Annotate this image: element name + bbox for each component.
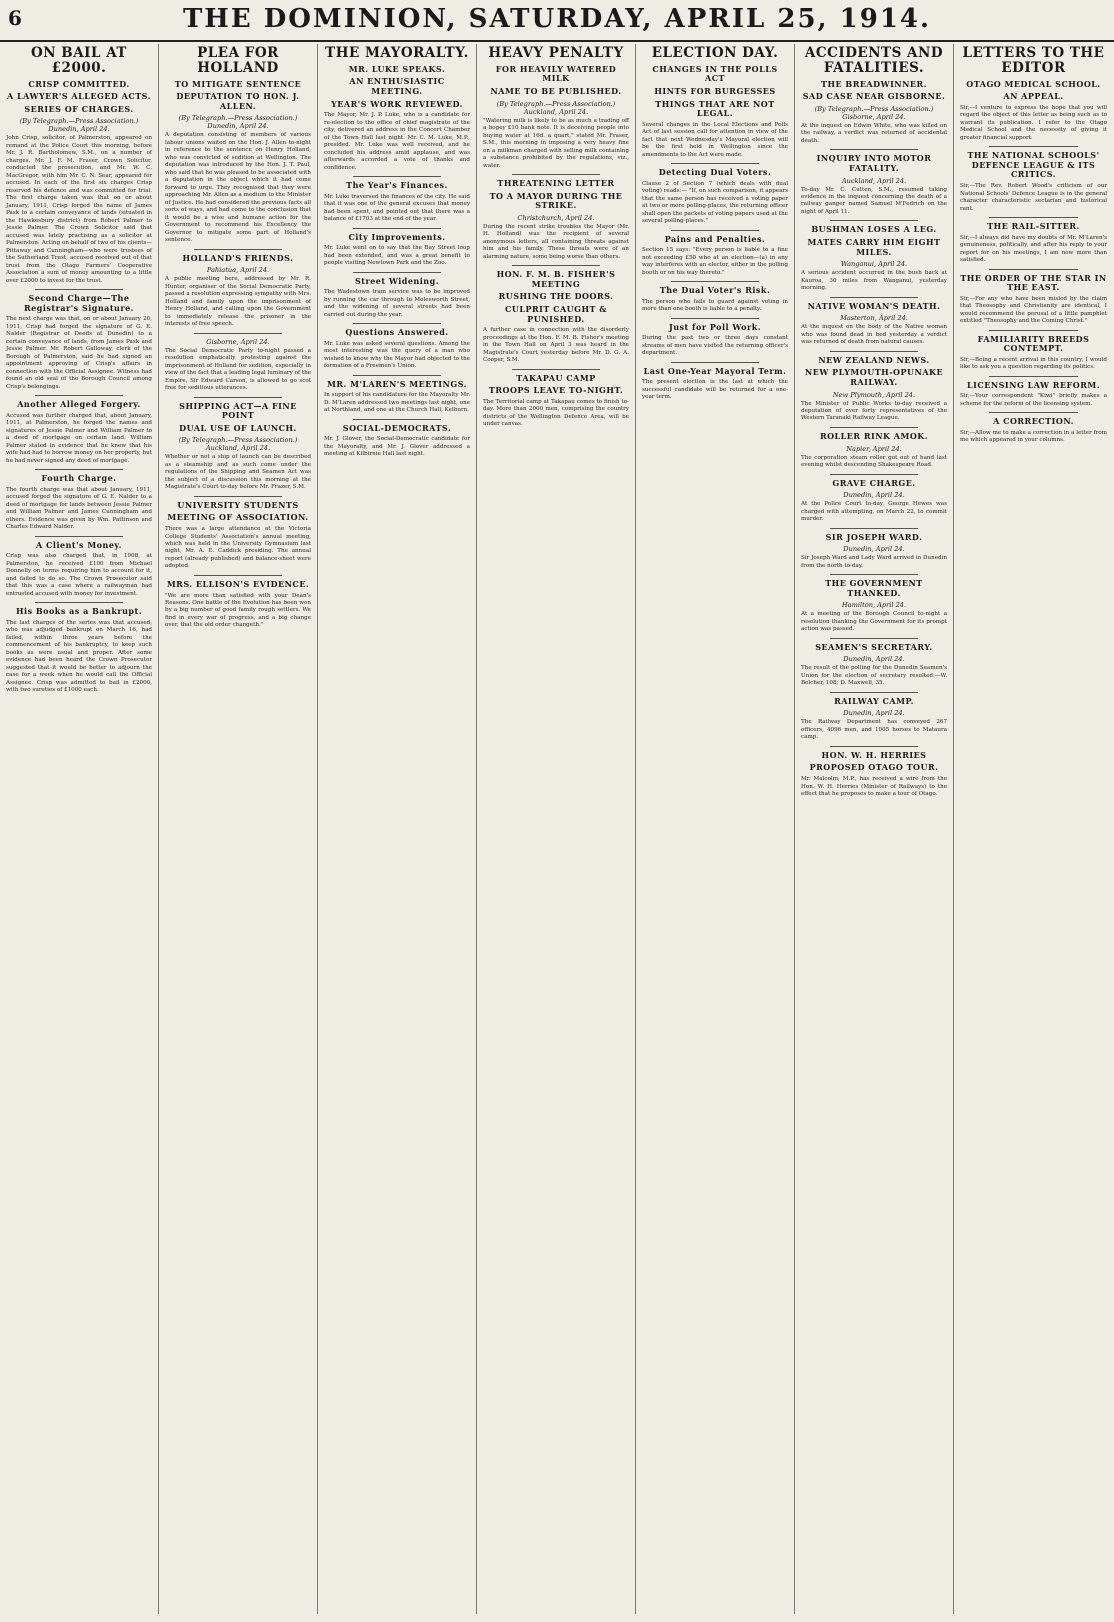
article-body: Sir,—For any who have been misled by the claim that Theosophy and Christianity are identical, I would recommend the perusal of a little pamphlet entitled "Theosophy and the Coming Christ." xyxy=(960,295,1107,325)
article-dateline: Masterton, April 24. xyxy=(840,314,908,323)
article-body: Sir,—I venture to express the hope that you will regard the object of this letter as being such as to warrant its publication. I refer to the Otago Medical School and the necessity of giving it greater financial support. xyxy=(960,104,1107,141)
article-subhead: NATIVE WOMAN'S DEATH. xyxy=(807,300,941,311)
article-dateline: Auckland, April 24. xyxy=(841,176,907,185)
column-headline: THE MAYORALTY. xyxy=(325,45,469,61)
article-subhead: Fourth Charge. xyxy=(41,473,117,484)
section-divider xyxy=(194,575,282,576)
article-body: The Territorial camp at Takapau comes to finish to-day. More than 2000 men, comprising the country districts of the Wellington Defence Area, will be under canvas. xyxy=(483,398,629,428)
article-dateline: Hamilton, April 24. xyxy=(841,601,907,610)
article-deck: SERIES OF CHARGES. xyxy=(24,103,134,114)
column-headline: ELECTION DAY. xyxy=(651,45,779,61)
column-2 xyxy=(159,44,318,1614)
column-headline: LETTERS TO THE EDITOR xyxy=(962,45,1105,76)
article-dateline: Christchurch, April 24. xyxy=(517,213,595,222)
article-body: The Wadestown tram service was to be improved by running the car through to Molesworth Street, and the widening of several streets had been carried out during the year. xyxy=(324,289,470,318)
article-body: The result of the polling for the Dunedin Seamen's Union for the election of secretary resulted:—W. Belcher, 108; D. Maxwell, 35. xyxy=(801,665,947,687)
section-divider xyxy=(671,281,759,282)
article-deck: AN ENTHUSIASTIC MEETING. xyxy=(349,76,445,97)
article-subhead: Last One-Year Mayoral Term. xyxy=(643,365,787,376)
article-body: "Watering milk is likely to be as much a trading off a bogey £10 bank note. It is deceiving people into buying water at 16d. a quart," stated Mr. Fraser, S.M., this morning in imposing a very heavy fine on a milkman charged with selling milk containing a substance prohibited by the regulations, viz., water. xyxy=(483,117,629,169)
column-6 xyxy=(795,44,954,1614)
article-body: In support of his candidature for the Mayoralty Mr. D. M'Laren addressed two meetings last night, one at Northland, and one at the Church Hall, Kelburn. xyxy=(324,392,470,414)
article-subhead: Questions Answered. xyxy=(345,327,449,338)
article-body: The last charges of the series was that accused, who was adjudged bankrupt on March 16, had failed, within three years before the commencement of his bankruptcy, to keep such books as were usual and proper. After some evidence had been heard the Crown Prosecutor suggested that it would be better to adjourn the case for a week when he would call the Official Assignee. Crisp was admitted to bail in £2000, with two sureties of £1000 each. xyxy=(6,619,152,694)
article-body: At the inquest on Edwin White, who was killed on the railway, a verdict was returned of accidental death. xyxy=(801,122,947,144)
article-body: Clause 2 of Section 7 (which deals with dual voting) reads:— "If, on such comparison, it appears that the same person has received a voting paper at two or more polling-places, the returning officer shall open the packets of voting papers used at the several polling-places." xyxy=(642,180,788,225)
section-divider xyxy=(830,746,918,747)
article-subhead: Pains and Penalties. xyxy=(664,233,766,244)
article-body: Mr. Luke went on to say that the Bay Street loop had been extended, and was a great benefit to people visiting Newtown Park and the Zoo. xyxy=(324,245,470,267)
article-deck: HINTS FOR BURGESSES xyxy=(654,86,776,97)
article-deck: THINGS THAT ARE NOT LEGAL. xyxy=(655,98,775,119)
article-body: A public meeting here, addressed by Mr. R. Hunter, organiser of the Social Democratic Party, passed a resolution expressing sympathy with Mrs. Holland and family upon the imprisonment of Henry Holland, and calling upon the Government to immediately release the prisoner in the interests of free speech. xyxy=(165,276,311,328)
article-body: Mr. Luke was asked several questions. Among the most interesting was the query of a man who wished to know why the Mayor had objected to the formation of a Freemen's Union. xyxy=(324,340,470,370)
article-body: During the recent strike troubles the Mayor (Mr. H. Holland) was the recipient of several anonymous letters, all containing threats against him and his family. These threats were of an alarming nature, some being worse than others. xyxy=(483,223,629,260)
article-body: During the past two or three days constant streams of men have visited the returning officer's department. xyxy=(642,335,788,357)
column-headline: PLEA FOR HOLLAND xyxy=(197,45,279,76)
article-subhead: SIR JOSEPH WARD. xyxy=(825,531,923,542)
article-subhead: MR. LUKE SPEAKS. xyxy=(348,63,446,74)
section-divider xyxy=(35,536,123,537)
article-body: Accused was further charged that, about January, 1911, at Palmerston, he forged the names and signatures of Jessie Palmer and William Palmer to a deed of mortgage on certain land. William Palmer stated in evidence that he knew that his wife had had to borrow money on her property, but he had never signed any deed of mortgage. xyxy=(6,412,152,464)
article-subhead: His Books as a Bankrupt. xyxy=(15,606,142,617)
article-subhead: SHIPPING ACT—A FINE POINT xyxy=(179,400,297,421)
article-body: At a meeting of the Borough Council to-night a resolution thanking the Government for its prompt action was passed. xyxy=(801,611,947,633)
column-7 xyxy=(954,44,1113,1614)
article-deck: YEAR'S WORK REVIEWED. xyxy=(331,98,463,109)
article-body: There was a large attendance at the Victoria College Students' Association's annual meeting, which was held in the University Gymnasium last night, Mr. A. E. Caddick presiding. The annual report (already published) and balance-sheet were adopted. xyxy=(165,526,311,570)
article-body: Sir Joseph Ward and Lady Ward arrived in Dunedin from the north to-day. xyxy=(801,555,947,569)
article-subhead: FAMILIARITY BREEDS CONTEMPT. xyxy=(977,333,1090,354)
article-subhead: THREATENING LETTER xyxy=(497,178,615,189)
section-divider xyxy=(35,469,123,470)
article-body: A deputation consisting of members of various labour unions waited on the Hon. J. Allen to-night in reference to the sentence on Henry Holland, who was convicted of sedition at Wellington. The deputation was introduced by the Hon. J. T. Paul, who said that he was pleased to be associated with a deputation in the object which it had come forward to urge. They recognised that they were approaching Mr. Allen as a medium to the Minister of Justice. He had considered the previous facts all sorts of ways, and had come to the conclusion that it would be a wise and humane action for the Government to recommend his Excellency the Governor to mitigate some part of Holland's sentence. xyxy=(165,132,311,244)
article-dateline: Dunedin, April 24. xyxy=(843,655,905,664)
column-headline: ON BAIL AT £2000. xyxy=(31,45,127,76)
section-divider xyxy=(512,265,600,266)
article-body: Mr. Malcolm, M.P., has received a wire from the Hon. W. H. Herries (Minister of Railways) to the effect that he proposes to make a tour of Otago. xyxy=(801,776,947,798)
article-body: Mr. J. Glover, the Social-Democratic candidate for the Mayoralty, and Mr. J. Glover addressed a meeting at Kilbirnie Hall last night. xyxy=(324,436,470,458)
article-body: The next charge was that, on or about January 20, 1911, Crisp had forged the signature of G. E. Nalder (Registrar of Deeds at Dunedin) to a certain conveyance of lands, from James Pask and Jessie Palmer. Mr. Robert Galloway, clerk of the Borough of Palmerston, said he had signed an appointment approving of Crisp's affairs in connection with the Official Assignee. Witness had found an old seal of the Borough Council among Crisp's belongings. xyxy=(6,316,152,390)
article-deck: MATES CARRY HIM EIGHT MILES. xyxy=(807,237,941,257)
article-subhead: THE RAIL-SITTER. xyxy=(987,221,1080,232)
section-divider xyxy=(830,427,918,428)
article-subhead: LICENSING LAW REFORM. xyxy=(967,379,1100,390)
article-dateline: Dunedin, April 24. xyxy=(843,545,905,554)
section-divider xyxy=(830,149,918,150)
column-3 xyxy=(318,44,477,1614)
section-divider xyxy=(512,174,600,175)
article-subhead: MR. M'LAREN'S MEETINGS. xyxy=(327,378,467,389)
article-body: At the Police Court to-day, George Hewes was charged with attempting, on March 22, to commit murder. xyxy=(801,501,947,523)
section-divider xyxy=(671,230,759,231)
section-divider xyxy=(35,395,123,396)
article-subhead: SEAMEN'S SECRETARY. xyxy=(815,641,933,652)
article-body: A serious accident occurred in the bush back at Kauroa, 30 miles from Wanganui, yesterday morning. xyxy=(801,270,947,292)
article-dateline: (By Telegraph.—Press Association.) Dunedin, April 24. xyxy=(178,114,298,131)
article-deck: NEW PLYMOUTH-OPUNAKE RAILWAY. xyxy=(804,367,944,387)
article-subhead: TO MITIGATE SENTENCE xyxy=(174,78,302,89)
section-divider xyxy=(35,602,123,603)
section-divider xyxy=(194,496,282,497)
article-body: Sir,—I always did have my doubts of Mr. M'Laren's genuineness, politically, and after his reply to your report for on his meetings, I am now more than satisfied. xyxy=(960,234,1107,264)
section-divider xyxy=(353,323,441,324)
section-divider xyxy=(989,269,1077,270)
column-headline: ACCIDENTS AND FATALITIES. xyxy=(804,45,944,76)
article-body: At the inquest on the body of the Native woman who was found dead in bed yesterday a verdict was returned of death from natural causes. xyxy=(801,324,947,346)
article-subhead: THE GOVERNMENT THANKED. xyxy=(825,578,923,598)
article-subhead: Another Alleged Forgery. xyxy=(17,399,141,410)
article-dateline: (By Telegraph.—Press Association.) Auckland, April 24. xyxy=(496,99,616,116)
article-dateline: Wanganui, April 24. xyxy=(840,260,908,269)
section-divider xyxy=(353,272,441,273)
article-dateline: Gisborne, April 24. xyxy=(206,337,270,346)
article-body: The Railway Department has conveyed 267 officers, 4096 men, and 1005 horses to Mataura camp. xyxy=(801,719,947,741)
article-subhead: Just for Poll Work. xyxy=(668,321,762,332)
article-deck: PROPOSED OTAGO TOUR. xyxy=(809,762,939,773)
article-dateline: New Plymouth, April 24. xyxy=(832,390,916,399)
column-headline: HEAVY PENALTY xyxy=(488,45,624,61)
section-divider xyxy=(512,369,600,370)
article-body: The Social Democratic Party to-night passed a resolution emphatically protesting against the imprisonment of Holland for sedition, especially in view of the fact that a leading legal luminary of the Empire, Sir Edward Carson, is allowed to go scot free for seditious utterances. xyxy=(165,347,311,392)
article-subhead: HOLLAND'S FRIENDS. xyxy=(182,252,294,263)
article-body: Sir,—The Rev. Robert Wood's criticism of our National Schools' Defence League is in the general character characteristic sectarian and historical rant. xyxy=(960,183,1107,212)
section-divider xyxy=(671,163,759,164)
section-divider xyxy=(830,638,918,639)
article-body: Section 15 says: "Every person is liable to a fine not exceeding £50 who at an election—(a) in any way interferes with an elector, either in the polling booth or on his way thereto." xyxy=(642,247,788,276)
article-dateline: (By Telegraph.—Press Association.) Gisborne, April 24. xyxy=(814,104,934,121)
article-subhead: MRS. ELLISON'S EVIDENCE. xyxy=(166,578,310,589)
section-divider xyxy=(830,528,918,529)
article-subhead: HON. F. M. B. FISHER'S MEETING xyxy=(496,269,616,289)
article-subhead: BUSHMAN LOSES A LEG. xyxy=(811,224,937,235)
article-subhead: FOR HEAVILY WATERED MILK xyxy=(495,63,617,84)
article-deck: DUAL USE OF LAUNCH. xyxy=(179,422,297,433)
article-subhead: The Year's Finances. xyxy=(346,180,448,191)
article-deck: DEPUTATION TO HON. J. ALLEN. xyxy=(176,91,300,111)
article-subhead: TAKAPAU CAMP xyxy=(516,372,596,383)
section-divider xyxy=(989,146,1077,147)
article-deck: MEETING OF ASSOCIATION. xyxy=(167,512,309,523)
section-divider xyxy=(830,220,918,221)
section-divider xyxy=(353,228,441,229)
article-subhead: THE NATIONAL SCHOOLS' DEFENCE LEAGUE & ITS CRITICS. xyxy=(967,150,1100,180)
article-subhead: UNIVERSITY STUDENTS xyxy=(177,499,299,510)
article-body: The Minister of Public Works to-day received a deputation of over forty representatives of the Western Taranaki Railway League. xyxy=(801,400,947,422)
article-subhead: The Dual Voter's Risk. xyxy=(659,285,771,296)
article-body: Crisp was also charged that, in 1908, at Palmerston, he received £100 from Michael Donnelly on terms requiring him to account for it, and failed to do so. The Crown Prosecutor said that this was a case where a railwayman had entrusted accused with money for investment. xyxy=(6,553,152,597)
section-divider xyxy=(35,289,123,290)
article-body: Sir,—Allow me to make a correction in a letter from me which appeared in your columns. xyxy=(960,429,1107,444)
column-5 xyxy=(636,44,795,1614)
article-subhead: Detecting Dual Voters. xyxy=(658,167,772,178)
article-dateline: Pahiatua, April 24. xyxy=(206,266,270,275)
article-subhead: GRAVE CHARGE. xyxy=(832,477,916,488)
section-divider xyxy=(830,474,918,475)
article-subhead: THE BREADWINNER. xyxy=(821,78,927,89)
article-deck: AN APPEAL. xyxy=(1003,91,1064,102)
article-body: John Crisp, solicitor, of Palmerston, appeared on remand at the Police Court this morning, before Mr. J. R. Bartholomew, S.M., on a number of charges. Mr. J. F. M. Fraser, Crown Solicitor, conducted the prosecution, and Mr. W. C. MacGregor, with him Mr. C. N. Sear, appeared for accused. In each of the first six charges Crisp reserved his defence and was committed for trial. The first charge taken was that on or about January, 1911, Crisp forged the name of James Pask to a certain conveyance of lands (situated in the Hawkesbury district) from Robert Palmer to Jessie Palmer. The Crown Solicitor said that accused was lately practising as a solicitor at Palmerston. Acting on behalf of two of his clients—Pittaway and Cunningham—who were trustees of the Sutherland Trust, accused received out of that trust from the Otago Farmers' Cooperative Association a sum of money amounting to a little over £2000 to invest for the trust. xyxy=(6,135,152,284)
article-dateline: (By Telegraph.—Press Association.) Dunedin, April 24. xyxy=(19,117,139,134)
article-deck: SAD CASE NEAR GISBORNE. xyxy=(802,91,946,102)
article-body: Several changes in the Local Elections and Polls Act of last session call for attention in view of the fact that next Wednesday's Mayoral election will be the first held in Wellington since the amendments to the Act were made. xyxy=(642,121,788,158)
article-subhead: INQUIRY INTO MOTOR FATALITY. xyxy=(816,153,932,173)
newspaper-title: THE DOMINION, SATURDAY, APRIL 25, 1914. xyxy=(182,4,932,34)
article-dateline: (By Telegraph.—Press Association.) Auckland, April 24. xyxy=(178,436,298,453)
article-body: The fourth charge was that about January, 1911, accused forged the signature of G. E. Nalder to a deed of mortgage for lands between Jessie Palmer and William Palmer and James Cunningham and others. Evidence was given by Wm. Pattinson and Charles Edward Nalder. xyxy=(6,486,152,531)
article-deck: RUSHING THE DOORS. xyxy=(498,291,614,302)
column-1 xyxy=(0,44,159,1614)
article-subhead: A Client's Money. xyxy=(36,539,122,550)
masthead xyxy=(0,0,1114,42)
article-subhead: ROLLER RINK AMOK. xyxy=(819,430,929,441)
column-4 xyxy=(477,44,636,1614)
section-divider xyxy=(353,375,441,376)
article-subhead: Street Widening. xyxy=(355,275,439,286)
section-divider xyxy=(671,362,759,363)
article-deck: TROOPS LEAVE TO-NIGHT. xyxy=(488,385,624,396)
article-subhead: THE ORDER OF THE STAR IN THE EAST. xyxy=(960,272,1107,293)
article-dateline: Dunedin, April 24. xyxy=(843,709,905,718)
article-body: The present election is the last at which the successful candidate will be returned for a one-year term. xyxy=(642,379,788,401)
article-body: The person who fails to guard against voting in more than one booth is liable to a penalty. xyxy=(642,298,788,313)
article-subhead: OTAGO MEDICAL SCHOOL. xyxy=(966,78,1101,89)
article-body: The Mayor, Mr. J. P. Luke, who is a candidate for re-election to the office of chief magistrate of the city, delivered an address in the Concert Chamber of the Town Hall last night. Mr. C. M. Luke, M.P., presided. Mr. Luke was well received, and he concluded his address amid applause, and was afterwards accorded a vote of thanks and confidence. xyxy=(324,112,470,171)
article-body: Sir,—Being a recent arrival in this country, I would like to ask you a question regarding its politics. xyxy=(960,356,1107,371)
article-subhead: NEW ZEALAND NEWS. xyxy=(818,354,930,365)
section-divider xyxy=(830,574,918,575)
section-divider xyxy=(194,249,282,250)
article-subhead: HON. W. H. HERRIES xyxy=(821,749,927,760)
article-subhead: SOCIAL-DEMOCRATS. xyxy=(342,422,452,433)
section-divider xyxy=(989,412,1077,413)
article-dateline: Napier, April 24. xyxy=(846,444,902,453)
article-body: Sir,—Your correspondent "Kiwi" briefly makes a scheme for the reform of the licensing system. xyxy=(960,393,1107,407)
article-subhead: RAILWAY CAMP. xyxy=(834,695,914,706)
section-divider xyxy=(830,692,918,693)
article-subhead: Second Charge—The Registrar's Signature. xyxy=(24,293,134,313)
section-divider xyxy=(989,376,1077,377)
article-deck: CULPRIT CAUGHT & PUNISHED. xyxy=(504,304,607,324)
section-divider xyxy=(353,419,441,420)
article-deck: A LAWYER'S ALLEGED ACTS. xyxy=(7,91,151,102)
article-subhead: A CORRECTION. xyxy=(993,416,1074,427)
article-subhead: City Improvements. xyxy=(348,231,446,242)
article-dateline: Dunedin, April 24. xyxy=(843,491,905,500)
section-divider xyxy=(989,330,1077,331)
section-divider xyxy=(830,297,918,298)
section-divider xyxy=(989,217,1077,218)
article-deck: NAME TO BE PUBLISHED. xyxy=(490,86,622,97)
article-body: Mr. Luke traversed the finances of the city. He said that it was one of the general excuses that money had been spent, and pointed out that there was a balance of £1703 at the end of the year. xyxy=(324,193,470,223)
article-subhead: CHANGES IN THE POLLS ACT xyxy=(652,63,778,84)
section-divider xyxy=(194,397,282,398)
section-divider xyxy=(194,333,282,334)
article-subhead: CRISP COMMITTED. xyxy=(28,78,130,89)
section-divider xyxy=(671,318,759,319)
article-body: The corporation steam roller got out of hand last evening whilst descending Shakespeare Road. xyxy=(801,454,947,469)
article-body: Whether or not a ship of launch can be described as a steamship and as such come under the regulations of the Shipping and Seamen Act was the subject of a discussion this morning at the Magistrate's Court to-day before Mr. Frazer, S.M. xyxy=(165,454,311,491)
page-number: 6 xyxy=(8,6,22,30)
article-body: To-day Mr. C. Cutten, S.M., resumed taking evidence in the inquest concerning the death of a railway ganger named Samuel M'Fedrich on the night of April 11. xyxy=(801,186,947,215)
article-deck: TO A MAYOR DURING THE STRIKE. xyxy=(489,190,623,211)
section-divider xyxy=(353,176,441,177)
section-divider xyxy=(830,351,918,352)
article-body: "We are more than satisfied with your Dean's Reasons. One battle of the Evolution has been won by a big number of good family rough settlers. We find in every war of progress, and a big change over, that the old order changeth." xyxy=(165,592,311,629)
article-body: A further case in connection with the disorderly proceedings at the Hon. F. M. B. Fisher's meeting in the Town Hall on April 3 was heard in the Magistrate's Court yesterday before Mr. D. G. A. Cooper, S.M. xyxy=(483,327,629,364)
